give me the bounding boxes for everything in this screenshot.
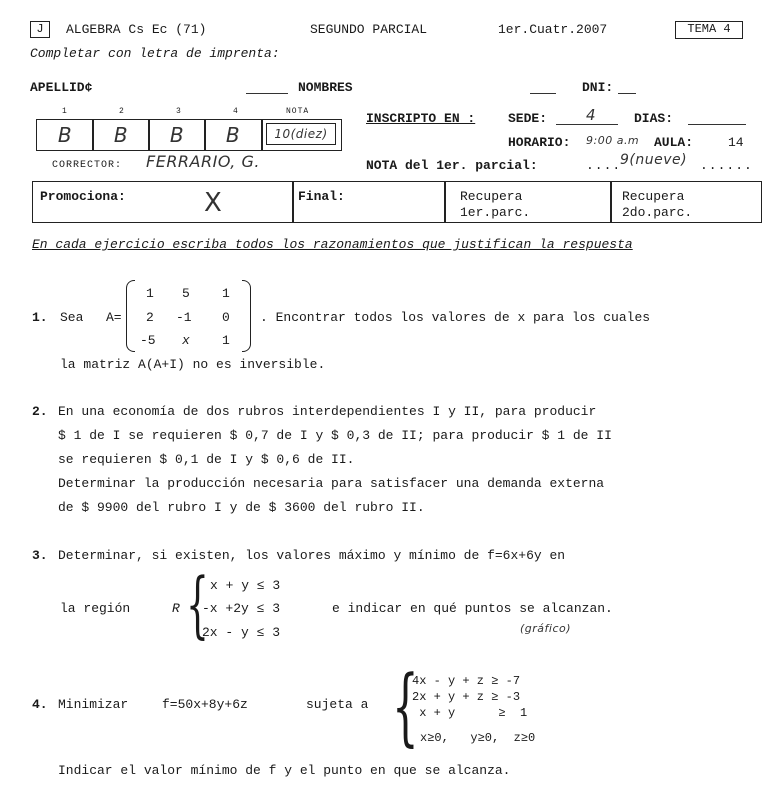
- exercise-4-constraint: 2x + y + z ≥ -3: [412, 690, 521, 704]
- exam-title: SEGUNDO PARCIAL: [310, 22, 428, 37]
- matrix-cell: 2: [146, 310, 154, 325]
- exercise-3-constraint: 2x - y ≤ 3: [202, 625, 281, 640]
- exercise-1-text-a: . Encontrar todos los valores de x para los cuales: [260, 310, 651, 325]
- exercise-3-note: (gráfico): [520, 622, 572, 635]
- status-divider-3: [610, 181, 612, 223]
- grade-1: B: [57, 123, 73, 147]
- grade-col-3: 3: [176, 107, 182, 116]
- nombres-label: NOMBRES: [298, 80, 353, 95]
- dias-label: DIAS:: [634, 111, 674, 126]
- exercise-1-pre: Sea: [60, 310, 84, 325]
- exercise-3-number: 3.: [32, 548, 48, 563]
- aula-label: AULA:: [654, 135, 694, 150]
- grade-3: B: [169, 123, 185, 147]
- grade-box-2: [92, 119, 150, 151]
- course-name: ALGEBRA Cs Ec (71): [66, 22, 207, 37]
- tema-letter: J: [36, 22, 44, 36]
- nota-primer-parcial-dots: ....: [586, 158, 622, 173]
- grade-4: B: [225, 123, 241, 147]
- exercise-1-matrix-name: A=: [106, 310, 122, 325]
- exercise-4-constraint: x≥0, y≥0, z≥0: [420, 731, 536, 745]
- inscripto-label: INSCRIPTO EN :: [366, 111, 476, 126]
- nota-primer-parcial-label: NOTA del 1er. parcial:: [366, 158, 538, 173]
- final-label: Final:: [298, 189, 345, 204]
- promociona-mark: X: [204, 188, 223, 218]
- recupera-2-line2: 2do.parc.: [622, 205, 693, 220]
- matrix-cell: -1: [176, 310, 192, 325]
- matrix-cell: 1: [222, 286, 230, 301]
- exercise-2-line: $ 1 de I se requieren $ 0,7 de I y $ 0,3 de II; para producir $ 1 de II: [58, 428, 612, 443]
- exercise-2-line: En una economía de dos rubros interdependientes I y II, para producir: [58, 404, 597, 419]
- dni-label: DNI:: [582, 80, 614, 95]
- matrix-cell: -5: [140, 333, 156, 348]
- nota-inner-box: [266, 123, 336, 145]
- exercise-4-number: 4.: [32, 697, 48, 712]
- exercise-3-line1: Determinar, si existen, los valores máximo y mínimo de f=6x+6y en: [58, 548, 566, 563]
- exam-term: 1er.Cuatr.2007: [498, 22, 608, 37]
- exercise-4-subject: sujeta a: [306, 697, 369, 712]
- matrix-cell: 0: [222, 310, 230, 325]
- sede-label: SEDE:: [508, 111, 548, 126]
- dni-line: [618, 93, 636, 94]
- exercise-3-constraint: -x +2y ≤ 3: [202, 601, 281, 616]
- instruction: Completar con letra de imprenta:: [30, 46, 280, 61]
- matrix-cell: 5: [182, 286, 190, 301]
- matrix-cell: 1: [222, 333, 230, 348]
- sede-value: 4: [586, 106, 597, 124]
- nombres-line: [530, 93, 556, 94]
- exercise-3-pre: la región: [60, 601, 131, 616]
- exercise-3-brace: {: [186, 562, 209, 646]
- nota-value: 10(diez): [274, 127, 328, 141]
- grade-col-1: 1: [62, 107, 68, 116]
- grade-col-2: 2: [119, 107, 125, 116]
- recupera-1-line2: 1er.parc.: [460, 205, 531, 220]
- horario-value: 9:00 a.m: [586, 134, 640, 147]
- status-divider-2: [444, 181, 446, 223]
- horario-label: HORARIO:: [508, 135, 571, 150]
- promociona-label: Promociona:: [40, 189, 126, 204]
- grade-box-1: [36, 119, 94, 151]
- exercise-4-constraint: 4x - y + z ≥ -7: [412, 674, 521, 688]
- apellido-line: [246, 93, 288, 94]
- grade-nota-label: NOTA: [286, 107, 310, 116]
- exercise-3-post: e indicar en qué puntos se alcanzan.: [332, 601, 613, 616]
- matrix-cell: x: [182, 333, 190, 348]
- exercise-2-line: de $ 9900 del rubro I y de $ 3600 del rubro II.: [58, 500, 425, 515]
- matrix-right-bracket: [242, 280, 251, 352]
- exercise-2-line: Determinar la producción necesaria para satisfacer una demanda externa: [58, 476, 605, 491]
- tema-label: TEMA 4: [687, 22, 731, 36]
- exercise-4-brace: {: [392, 657, 419, 755]
- matrix-cell: 1: [146, 286, 154, 301]
- apellido-label: APELLID¢: [30, 80, 93, 95]
- matrix-left-bracket: [126, 280, 135, 352]
- recupera-1-line1: Recupera: [460, 189, 523, 204]
- status-divider-1: [292, 181, 294, 223]
- directive: En cada ejercicio escriba todos los razonamientos que justifican la respuesta: [32, 237, 633, 252]
- exercise-4-pre: Minimizar: [58, 697, 129, 712]
- dias-line: [688, 124, 746, 125]
- exercise-4-final: Indicar el valor mínimo de f y el punto en que se alcanza.: [58, 763, 511, 778]
- nota-primer-parcial-dots-end: ......: [700, 158, 753, 173]
- grade-2: B: [113, 123, 129, 147]
- exercise-4-constraint: x + y ≥ 1: [412, 706, 528, 720]
- exercise-3-region: R: [172, 601, 180, 616]
- grade-col-4: 4: [233, 107, 239, 116]
- grade-box-4: [204, 119, 262, 151]
- exercise-3-constraint: x + y ≤ 3: [210, 578, 281, 593]
- grade-box-3: [148, 119, 206, 151]
- exercise-1-text-b: la matriz A(A+I) no es inversible.: [60, 357, 326, 372]
- nota-primer-parcial-value: 9(nueve): [620, 152, 688, 168]
- tema-box: [675, 21, 743, 39]
- grade-box-nota: [262, 119, 342, 151]
- recupera-2-line1: Recupera: [622, 189, 685, 204]
- exercise-1-number: 1.: [32, 310, 48, 325]
- exercise-2-number: 2.: [32, 404, 48, 419]
- exercise-4-objective: f=50x+8y+6z: [162, 697, 248, 712]
- corrector-value: FERRARIO, G.: [146, 152, 260, 171]
- aula-value: 14: [728, 135, 744, 150]
- sede-line: [556, 124, 618, 125]
- exercise-2-line: se requieren $ 0,1 de I y $ 0,6 de II.: [58, 452, 355, 467]
- corrector-label: CORRECTOR:: [52, 160, 123, 171]
- tema-letter-box: [30, 21, 50, 38]
